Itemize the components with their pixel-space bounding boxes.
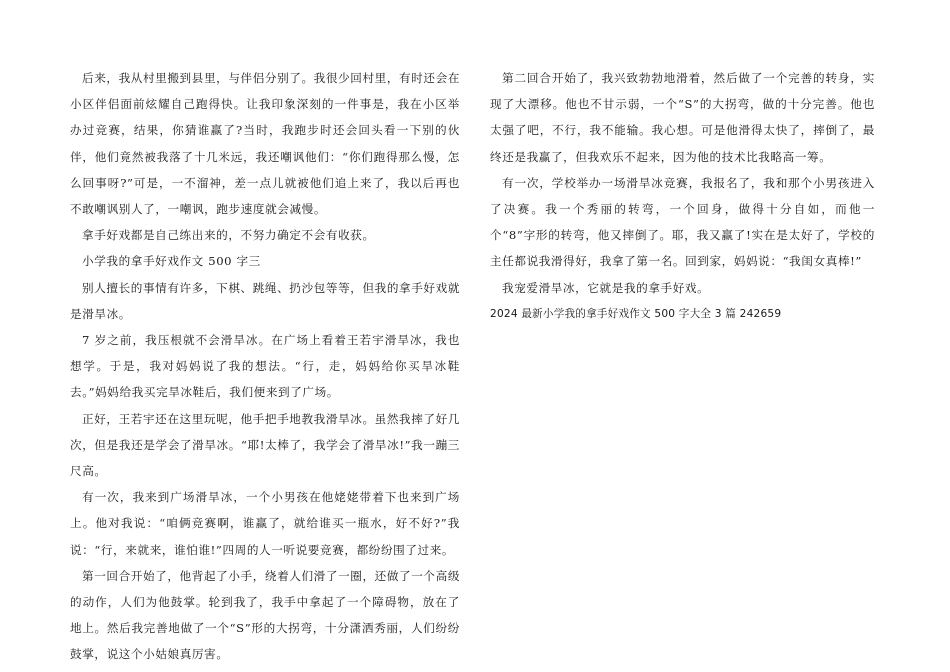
paragraph: 拿手好戏都是自己练出来的，不努力确定不会有收获。 [82,228,375,243]
paragraph: 有一次，我来到广场滑旱冰，一个小男孩在他姥姥带着下也来到广场上。他对我说：“咱俩竞赛啊，谁赢了，就给谁买一瓶水，好不好?”我说：“行，来就来，谁怕谁!”四周的人一听说要竞赛，都纷纷围了过来。 [70,490,460,557]
paragraph: 7 岁之前，我压根就不会滑旱冰。在广场上看着王若宇滑旱冰，我也想学。于是，我对妈妈说了我的想法。“行，走，妈妈给你买旱冰鞋去。”妈妈给我买完旱冰鞋后，我们便来到了广场。 [70,333,460,400]
paragraph: 第一回合开始了，他背起了小手，绕着人们滑了一圈，还做了一个高级的动作，人们为他鼓掌。轮到我了，我手中拿起了一个障碍物，放在了地上。然后我完善地做了一个“S”形的大拐弯，十分潇洒秀丽，人们纷纷鼓掌，说这个小姑娘真厉害。 [70,568,461,662]
document-footer-title: 2024 最新小学我的拿手好戏作文 500 字大全 3 篇 242659 [490,307,782,320]
paragraph: 别人擅长的事情有许多，下棋、跳绳、扔沙包等等，但我的拿手好戏就是滑旱冰。 [70,280,461,321]
paragraph: 有一次，学校举办一场滑旱冰竞赛，我报名了，我和那个小男孩进入了决赛。我一个秀丽的转弯，一个回身，做得十分自如，而他一个“8”字形的转弯，他又摔倒了。耶，我又赢了!实在是太好了，学校的主任都说我滑得好，我拿了第一名。回到家，妈妈说：“我闺女真棒!” [490,175,875,269]
paragraph: 第二回合开始了，我兴致勃勃地滑着，然后做了一个完善的转身，实现了大漂移。他也不甘示弱，一个“S”的大拐弯，做的十分完善。他也太强了吧，不行，我不能输。我心想。可是他滑得太快了，摔倒了，最终还是我赢了，但我欢乐不起来，因为他的技术比我略高一筹。 [490,71,875,164]
section-heading: 小学我的拿手好戏作文 500 字三 [82,254,261,269]
paragraph: 后来，我从村里搬到县里，与伴侣分别了。我很少回村里，有时还会在小区伴侣面前炫耀自己跑得快。让我印象深刻的一件事是，我在小区举办过竞赛，结果，你猜谁赢了?当时，我跑步时还会回头看一下别的伙伴，他们竟然被我落了十几米远，我还嘲讽他们：“你们跑得那么慢，怎么回事呀?”可是，一不溜神，差一点儿就被他们追上来了，我以后再也不敢嘲讽别人了，一嘲讽，跑步速度就会减慢。 [70,71,461,217]
paragraph: 我宠爱滑旱冰，它就是我的拿手好戏。 [502,280,710,295]
right-column [490,65,875,327]
paragraph: 正好，王若宇还在这里玩呢，他手把手地教我滑旱冰。虽然我摔了好几次，但是我还是学会了滑旱冰。“耶!太棒了，我学会了滑旱冰!”我一蹦三尺高。 [70,411,461,479]
left-column [70,65,460,668]
